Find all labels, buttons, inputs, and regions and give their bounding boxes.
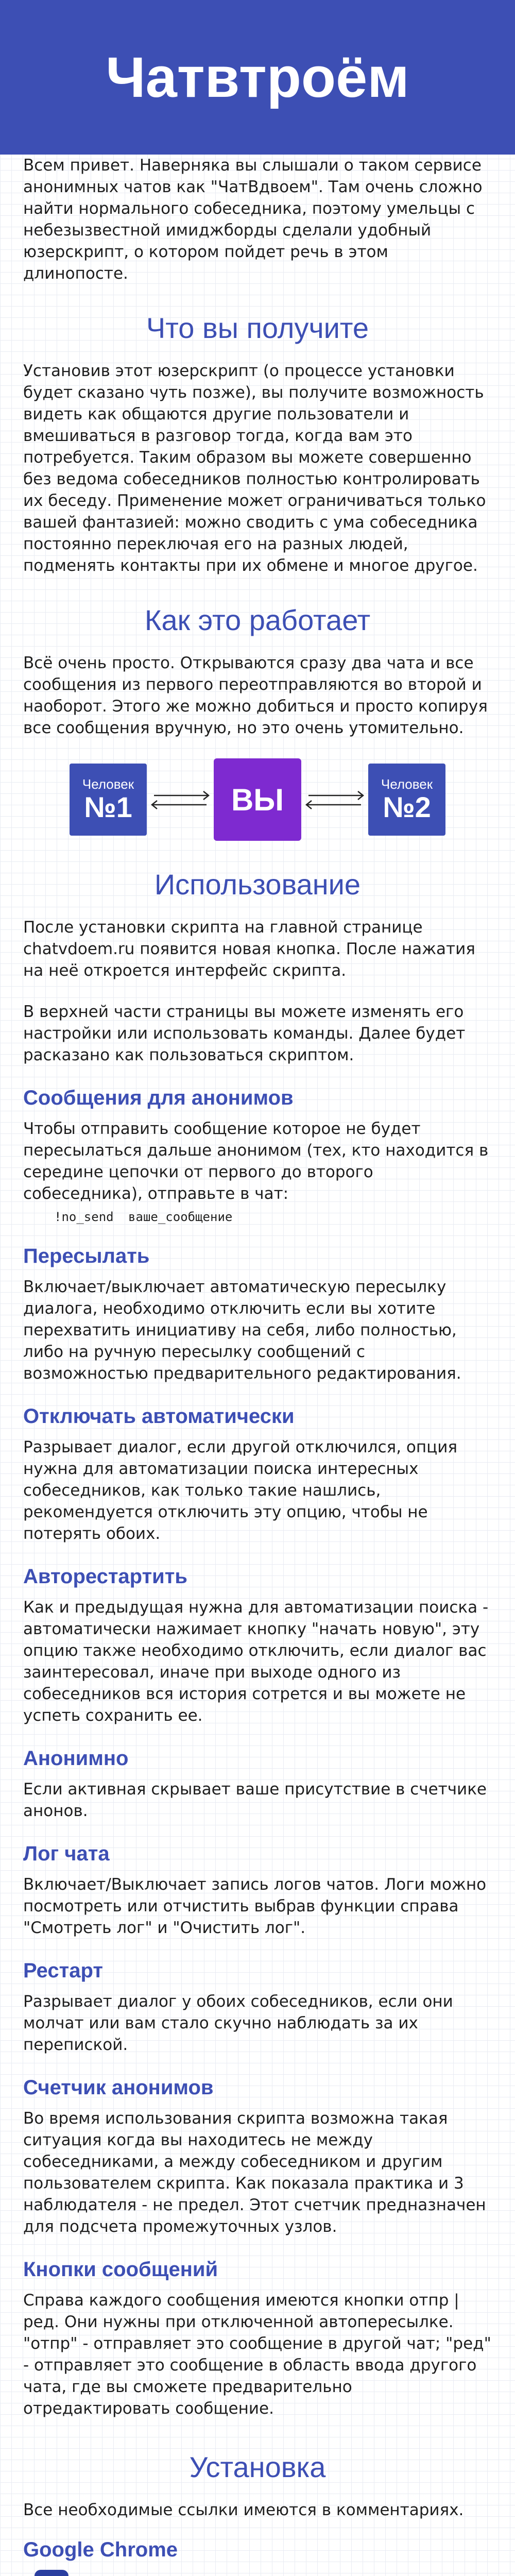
browser-title-chrome: Google Chrome xyxy=(23,2538,178,2561)
article-body xyxy=(0,155,515,2576)
usage-item-text: Разрывает диалог у обоих собеседников, если они молчат или вам стало скучно наблюдать за их перепиской. xyxy=(23,1992,453,2054)
usage-item-text: Во время использования скрипта возможна такая ситуация когда вы находитесь не между собеседниками, а между собеседником и другим пользователем скрипта. Как показала практика и 3 наблюдателя - не предел. Этот счетчик предназначен для подсчета промежуточных узлов. xyxy=(23,2109,486,2236)
usage-item-text: Справа каждого сообщения имеются кнопки отпр | ред. Они нужны при отключенной автопересылке. "отпр" - отправляет это сообщение в другой чат; "ред" - отправляет это сообщение в область ввода другого чата, где вы сможете предварительно отредактировать сообщение. xyxy=(23,2291,491,2418)
usage-item-text: Чтобы отправить сообщение которое не будет пересылаться дальше анонимом (тех, кто находится в середине цепочки от первого до второго собеседника), отправьте в чат: xyxy=(23,1120,489,1203)
usage-item-text: Включает/Выключает запись логов чатов. Логи можно посмотреть или отчистить выбрав функции справа "Смотреть лог" и "Очистить лог". xyxy=(23,1875,487,1937)
how-paragraph: Всё очень просто. Открываются сразу два чата и все сообщения из первого переотправляются во второй и наоборот. Этого же можно добиться и просто копируя все сообщения вручную, но это очень утомительно. xyxy=(23,654,488,737)
usage-paragraph-2: В верхней части страницы вы можете изменять его настройки или использовать команды. Далее будет расказано как пользоваться скриптом. xyxy=(23,1003,466,1064)
usage-item-title: Рестарт xyxy=(23,1959,103,1982)
usage-item-text: Как и предыдущая нужна для автоматизации поиска - автоматически нажимает кнопку "начать новую", эту опцию также необходимо отключить, если диалог вас заинтересовал, иначе при выходе одного из собеседников вся история сотрется и вы можете не успеть сохранить ее. xyxy=(23,1598,489,1725)
header-banner xyxy=(0,0,515,155)
page-title: Чатвтроём xyxy=(106,45,409,109)
install-paragraph: Все необходимые ссылки имеются в комментариях. xyxy=(23,2501,464,2519)
benefits-paragraph: Установив этот юзерскрипт (о процессе установки будет сказано чуть позже), вы получите возможность видеть как общаются другие пользователи и вмешиваться в разговор тогда, когда вам это потребуется. Таким образом вы можете совершенно без ведома собеседников полностью контролировать их беседу. Применение может ограничиваться только вашей фантазией: можно сводить с ума собеседника постоянно переключая его на разных людей, подменять контакты при их обмене и многое другое. xyxy=(23,362,486,575)
step-text xyxy=(95,2570,383,2576)
usage-item-title: Авторестартить xyxy=(23,1565,187,1588)
section-title-benefits: Что вы получите xyxy=(146,312,369,344)
intro-paragraph: Всем привет. Наверняка вы слышали о таком сервисе анонимных чатов как "ЧатВдвоем". Там очень сложно найти нормального собеседника, поэтому умельцы с небезызвестной имиджборды сделали удобный юзерскрипт, о котором пойдет речь в этом длинопосте. xyxy=(23,156,483,283)
install-step xyxy=(23,2570,492,2576)
usage-item-title: Пересылать xyxy=(23,1245,150,1267)
relay-diagram xyxy=(23,758,492,841)
usage-item-text: Если активная скрывает ваше присутствие в счетчике анонов. xyxy=(23,1780,487,1820)
person-2-box xyxy=(368,764,445,836)
chrome-steps xyxy=(23,2570,492,2576)
you-box: ВЫ xyxy=(214,758,301,841)
usage-item-title: Лог чата xyxy=(23,1842,110,1865)
usage-item-title: Анонимно xyxy=(23,1747,129,1770)
double-arrow-icon xyxy=(147,784,214,815)
usage-paragraph-1: После установки скрипта на главной странице chatvdoem.ru появится новая кнопка. После нажатия на неё откроется интерфейс скрипта. xyxy=(23,918,475,980)
person-2-label: Человек xyxy=(381,776,433,792)
section-title-how: Как это работает xyxy=(144,604,371,636)
double-arrow-icon xyxy=(301,784,368,815)
step-number-badge xyxy=(35,2570,68,2576)
command-example xyxy=(54,1210,492,1224)
usage-item-title: Кнопки сообщений xyxy=(23,2258,218,2281)
person-1-label: Человек xyxy=(82,776,134,792)
usage-item-title: Счетчик анонимов xyxy=(23,2076,214,2099)
person-1-box xyxy=(70,764,147,836)
command-keyword: !no_send xyxy=(54,1210,114,1224)
person-1-number: №1 xyxy=(84,791,132,823)
usage-item-text: Включает/выключает автоматическую пересылку диалога, необходимо отключить если вы хотите перехватить инициативу на себя, либо полностью, либо на ручную пересылку сообщений с возможностью предварительного редактирования. xyxy=(23,1278,461,1383)
command-argument: ваше_сообщение xyxy=(128,1210,233,1224)
section-title-install: Установка xyxy=(189,2451,326,2483)
person-2-number: №2 xyxy=(383,791,431,823)
usage-item-title: Сообщения для анонимов xyxy=(23,1087,294,1109)
section-title-usage: Использование xyxy=(154,868,361,901)
usage-item-title: Отключать автоматически xyxy=(23,1405,295,1428)
usage-item-text: Разрывает диалог, если другой отключился, опция нужна для автоматизации поиска интересных собеседников, как только такие нашлись, рекомендуется отключить эту опцию, чтобы не потерять обоих. xyxy=(23,1438,458,1543)
